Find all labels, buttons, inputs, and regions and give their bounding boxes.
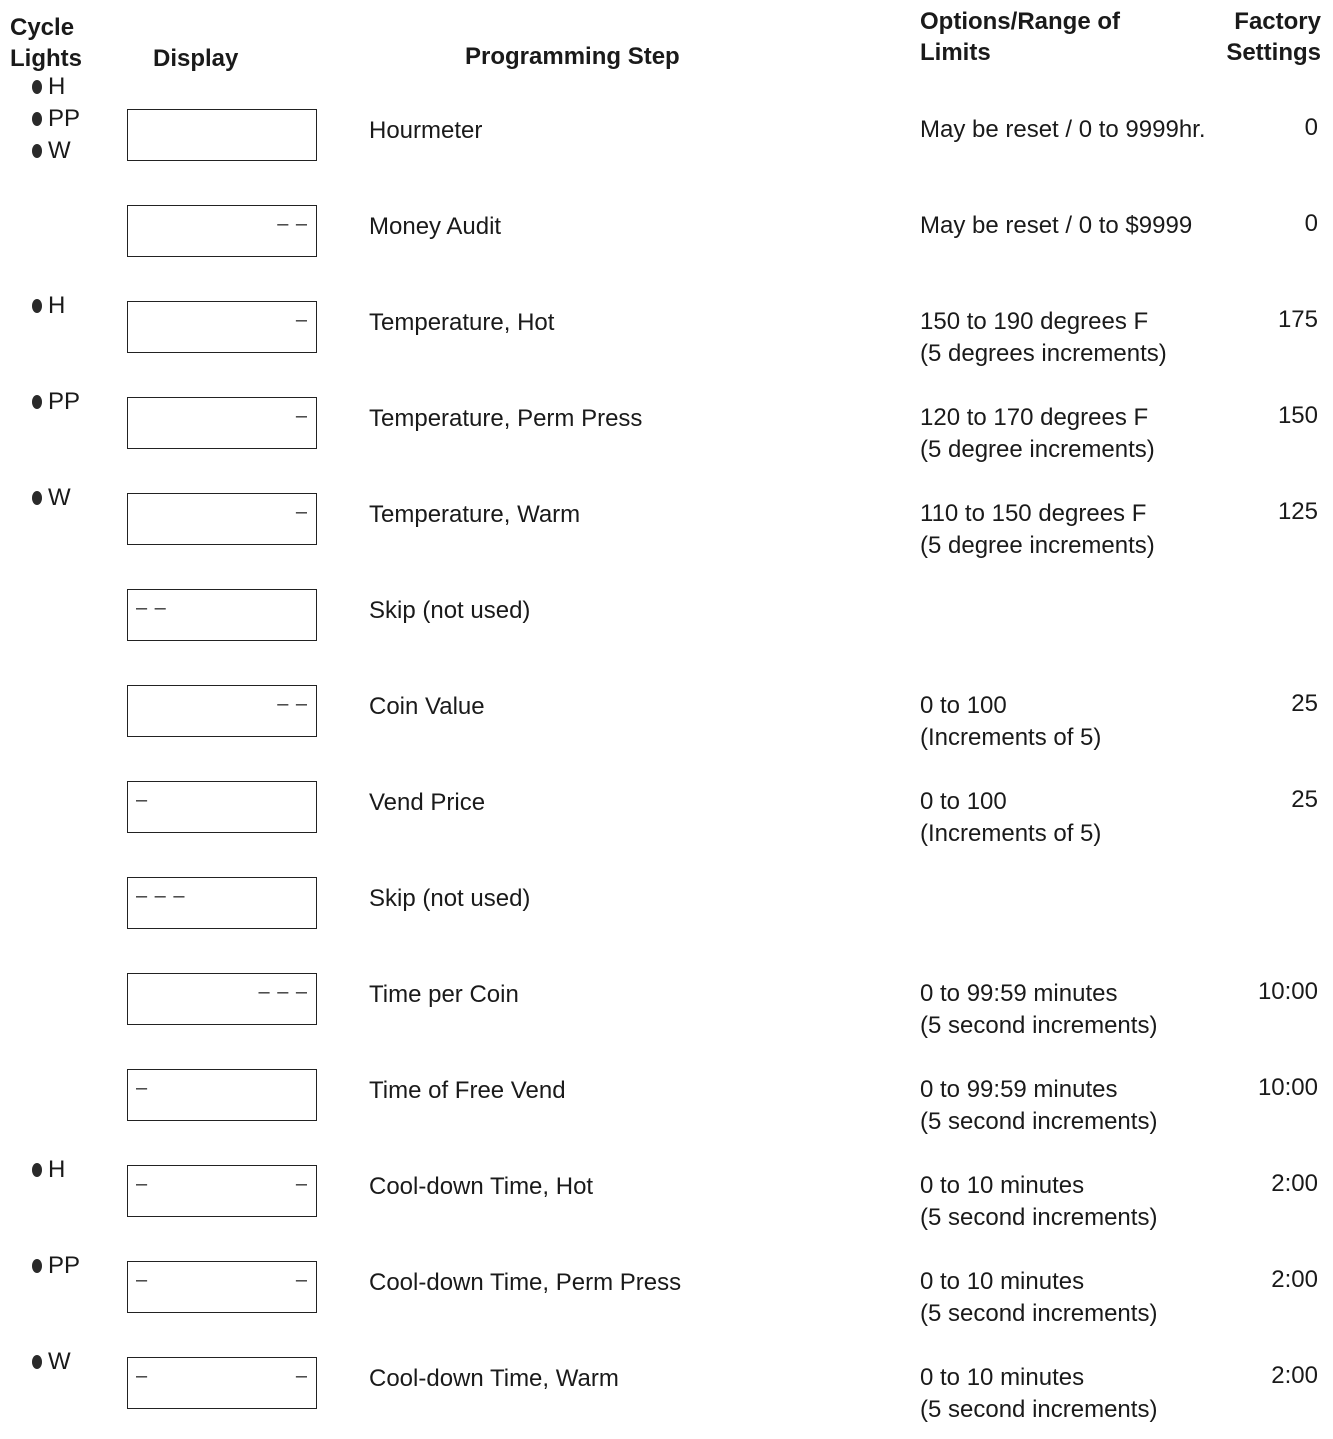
header-factory-settings [1181,6,1321,68]
options-line: 0 to 99:59 minutes [920,980,1118,1007]
cycle-lights [32,386,112,418]
cycle-lights [32,71,112,167]
display-segment-left: – [136,1173,149,1195]
factory-setting: 10:00 [1257,1074,1318,1101]
cycle-light-w [32,1346,112,1378]
factory-setting: 125 [1277,498,1318,525]
factory-setting: 2:00 [1271,1362,1318,1389]
cycle-lights [32,290,112,322]
cycle-light-label: PP [48,105,81,132]
table-row [0,191,1333,287]
options-line: 110 to 150 degrees F [920,500,1147,527]
options-range [920,1170,1157,1234]
table-row [0,959,1333,1055]
factory-setting: 2:00 [1271,1266,1318,1293]
display-segment-left: – [136,1365,149,1387]
programming-step: Cool-down Time, Warm [369,1365,619,1392]
table-row [0,479,1333,575]
programming-step: Vend Price [369,789,486,816]
options-line: 150 to 190 degrees F [920,308,1149,335]
factory-setting: 175 [1277,306,1318,333]
display-box [127,1357,317,1409]
header-cycle-lights [10,12,120,74]
indicator-dot-icon [32,144,42,158]
indicator-dot-icon [32,1259,42,1273]
programming-step: Time of Free Vend [369,1077,566,1104]
display-box [127,1165,317,1217]
cycle-lights [32,1250,112,1282]
display-segment-right: – – – [258,981,308,1003]
indicator-dot-icon [32,395,42,409]
cycle-light-h [32,71,112,103]
options-range [920,498,1155,562]
display-box [127,205,317,257]
table-row [0,1151,1333,1247]
indicator-dot-icon [32,80,42,94]
options-range [920,978,1157,1042]
display-box [127,589,317,641]
options-line: 120 to 170 degrees F [920,404,1149,431]
header-programming-step: Programming Step [465,43,680,70]
display-box [127,397,317,449]
cycle-light-label: H [48,1156,66,1183]
table-row [0,671,1333,767]
cycle-light-w [32,482,112,514]
display-box [127,877,317,929]
factory-setting: 2:00 [1271,1170,1318,1197]
options-line: (Increments of 5) [920,820,1102,847]
display-box [127,781,317,833]
cycle-light-label: H [48,73,66,100]
options-line: 0 to 10 minutes [920,1268,1085,1295]
options-line: (5 degree increments) [920,436,1155,463]
cycle-light-pp [32,386,112,418]
programming-step: Money Audit [369,213,502,240]
display-segment-right: – [295,309,308,331]
table-row [0,575,1333,671]
options-range [920,306,1167,370]
options-range [920,210,1192,242]
options-range [920,690,1101,754]
options-range [920,1362,1157,1426]
options-line: (5 degree increments) [920,532,1155,559]
display-segment-right: – [295,1173,308,1195]
options-line: 0 to 100 [920,788,1007,815]
cycle-light-h [32,1154,112,1186]
display-segment-left: – [136,1269,149,1291]
display-segment-right: – [295,1269,308,1291]
table-row [0,1055,1333,1151]
display-box [127,493,317,545]
options-range [920,114,1206,146]
indicator-dot-icon [32,299,42,313]
programming-step: Hourmeter [369,117,483,144]
factory-setting: 150 [1277,402,1318,429]
display-box [127,109,317,161]
programming-step: Skip (not used) [369,885,531,912]
header-cycle-lights-line2: Lights [10,45,82,72]
options-line: (5 second increments) [920,1396,1158,1423]
cycle-light-w [32,135,112,167]
display-box [127,685,317,737]
header-factory-line2: Settings [1226,39,1321,66]
programming-step: Cool-down Time, Hot [369,1173,594,1200]
options-line: May be reset / 0 to 9999hr. [920,116,1206,143]
display-segment-right: – – [277,693,308,715]
indicator-dot-icon [32,1355,42,1369]
programming-step: Temperature, Perm Press [369,405,643,432]
options-line: (Increments of 5) [920,724,1102,751]
header-display: Display [153,45,239,72]
display-segment-right: – [295,405,308,427]
options-line: 0 to 10 minutes [920,1364,1085,1391]
table-row [0,1343,1333,1439]
factory-setting: 25 [1291,690,1318,717]
cycle-light-label: PP [48,1252,81,1279]
cycle-lights [32,1346,112,1378]
options-line: 0 to 10 minutes [920,1172,1085,1199]
table-row [0,767,1333,863]
display-box [127,1261,317,1313]
display-segment-right: – [295,501,308,523]
factory-setting: 25 [1291,786,1318,813]
programming-step: Coin Value [369,693,485,720]
display-segment-left: – [136,789,149,811]
indicator-dot-icon [32,1163,42,1177]
options-line: May be reset / 0 to $9999 [920,212,1193,239]
options-range [920,1266,1157,1330]
options-line: 0 to 100 [920,692,1007,719]
header-options-line2: Limits [920,39,991,66]
cycle-light-h [32,290,112,322]
table-row [0,863,1333,959]
options-range [920,1074,1157,1138]
cycle-light-label: PP [48,388,81,415]
options-line: (5 second increments) [920,1204,1158,1231]
options-line: (5 second increments) [920,1108,1158,1135]
display-segment-right: – [295,1365,308,1387]
table-row [0,73,1333,191]
display-box [127,973,317,1025]
options-range [920,786,1101,850]
cycle-light-pp [32,103,112,135]
cycle-light-label: W [48,137,71,164]
programming-step: Time per Coin [369,981,519,1008]
header-options-line1: Options/Range of [920,8,1120,35]
programming-step: Temperature, Hot [369,309,555,336]
options-line: 0 to 99:59 minutes [920,1076,1118,1103]
cycle-lights [32,1154,112,1186]
display-segment-left: – – [136,597,167,619]
display-box [127,1069,317,1121]
cycle-light-label: W [48,484,71,511]
table-row [0,287,1333,383]
cycle-light-label: W [48,1348,71,1375]
cycle-light-pp [32,1250,112,1282]
programming-step: Temperature, Warm [369,501,581,528]
header-factory-line1: Factory [1234,8,1321,35]
options-range [920,402,1155,466]
options-line: (5 second increments) [920,1300,1158,1327]
indicator-dot-icon [32,491,42,505]
factory-setting: 10:00 [1257,978,1318,1005]
cycle-lights [32,482,112,514]
indicator-dot-icon [32,112,42,126]
options-line: (5 degrees increments) [920,340,1167,367]
table-row [0,1247,1333,1343]
table-row [0,383,1333,479]
display-segment-left: – [136,1077,149,1099]
display-box [127,301,317,353]
factory-setting: 0 [1304,210,1318,237]
options-line: (5 second increments) [920,1012,1158,1039]
display-segment-right: – – [277,213,308,235]
programming-step: Skip (not used) [369,597,531,624]
display-segment-left: – – – [136,885,186,907]
cycle-light-label: H [48,292,66,319]
header-options-range [920,6,1180,68]
header-cycle-lights-line1: Cycle [10,14,75,41]
factory-setting: 0 [1304,114,1318,141]
programming-step: Cool-down Time, Perm Press [369,1269,682,1296]
